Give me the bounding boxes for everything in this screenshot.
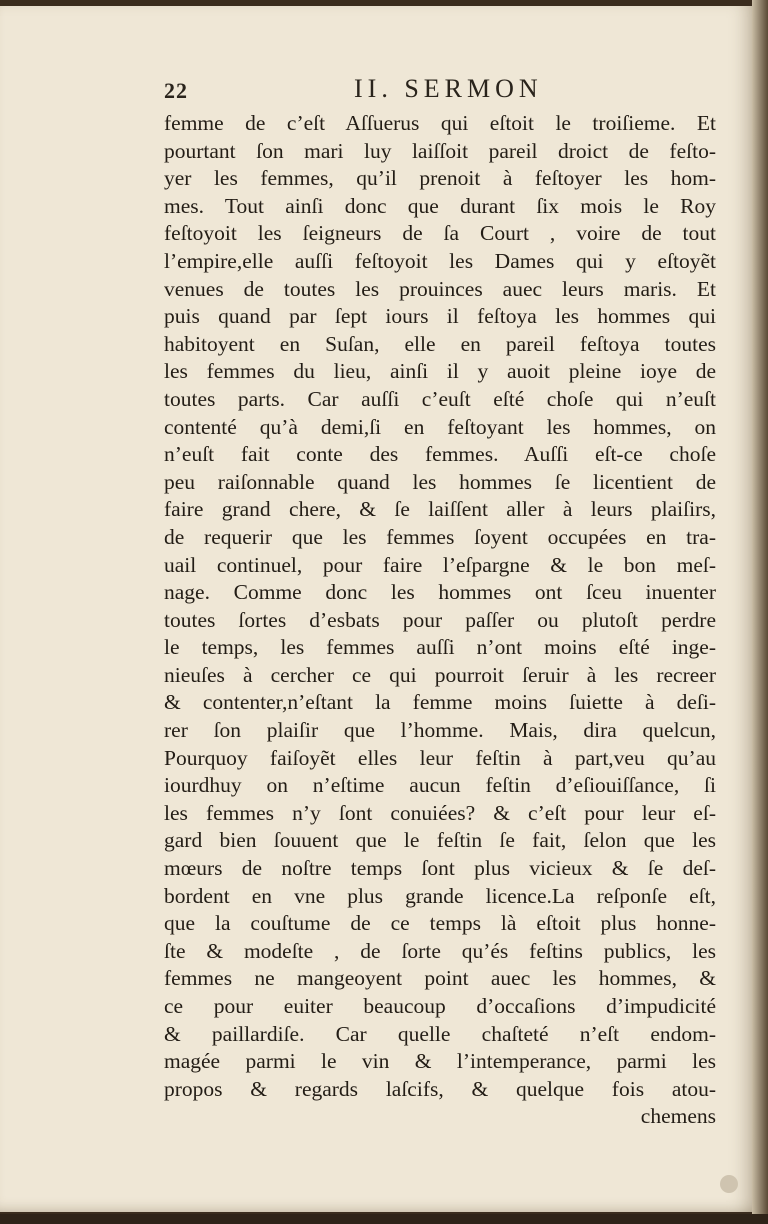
text-line: toutes parts. Car auſſi c’euſt eſté choſe qui n’euſt: [164, 386, 716, 411]
text-line: ſte & modeſte , de ſorte qu’és feſtins publics, les: [164, 938, 716, 963]
text-line: le temps, les femmes auſſi n’ont moins eſté inge-: [164, 635, 716, 660]
text-line: nieuſes à cercher ce qui pourroit ſeruir à les recreer: [164, 662, 716, 687]
text-line: nage. Comme donc les hommes ont ſceu inuenter: [164, 580, 716, 605]
text-line: iourdhuy on n’eſtime aucun feſtin d’eſiouiſſance, ſi: [164, 773, 716, 798]
text-line: puis quand par ſept iours il feſtoya les hommes qui: [164, 304, 716, 329]
text-line: femmes ne mangeoyent point auec les hommes, &: [164, 966, 716, 991]
text-line: gard bien ſouuent que le feſtin ſe fait, ſelon que les: [164, 828, 716, 853]
page-bottom-edge: [0, 1214, 768, 1224]
text-line: & paillardiſe. Car quelle chaſteté n’eſt endom-: [164, 1021, 716, 1046]
text-line: feſtoyoit les ſeigneurs de ſa Court , voire de tout: [164, 221, 716, 246]
text-line: Pourquoy faiſoyẽt elles leur feſtin à part,veu qu’au: [164, 745, 716, 770]
text-line: propos & regards laſcifs, & quelque fois atou-: [164, 1076, 716, 1101]
text-line: ce pour euiter beaucoup d’occaſions d’impudicité: [164, 994, 716, 1018]
text-line: n’euſt fait conte des femmes. Auſſi eſt-ce choſe: [164, 442, 716, 467]
text-line: pourtant ſon mari luy laiſſoit pareil droict de feſto-: [164, 138, 716, 163]
text-line: venues de toutes les prouinces auec leurs maris. Et: [164, 276, 716, 301]
text-line: que la couſtume de ce temps là eſtoit plus honne-: [164, 911, 716, 936]
catchword: chemens: [640, 1104, 716, 1129]
text-line: yer les femmes, qu’il prenoit à feſtoyer les hom-: [164, 166, 716, 191]
page-number: 22: [164, 78, 188, 103]
text-line: les femmes du lieu, ainſi il y auoit pleine ioye de: [164, 359, 716, 384]
text-line: peu raiſonnable quand les hommes ſe licentient de: [164, 469, 716, 494]
text-line: mœurs de noſtre temps ſont plus vicieux & ſe deſ-: [164, 856, 716, 881]
text-line: & contenter,n’eſtant la femme moins ſuiette à deſi-: [164, 690, 716, 715]
text-line: femme de c’eſt Aſſuerus qui eſtoit le troiſieme. Et: [164, 111, 716, 135]
running-title: II. SERMON: [354, 74, 543, 103]
text-line: uail continuel, pour faire l’eſpargne & le bon meſ-: [164, 552, 716, 577]
book-page: [0, 6, 752, 1212]
text-line: l’empire,elle auſſi feſtoyoit les Dames qui y eſtoyẽt: [164, 248, 716, 273]
text-line: mes. Tout ainſi donc que durant ſix mois le Roy: [164, 193, 716, 218]
paper-stain: [720, 1175, 738, 1193]
text-line: contenté qu’à demi,ſi en feſtoyant les hommes, on: [164, 414, 716, 439]
page-edge-shadow: [752, 0, 768, 1224]
text-line: bordent en vne plus grande licence.La reſponſe eſt,: [164, 883, 716, 908]
text-line: les femmes n’y ſont conuiées? & c’eſt pour leur eſ-: [164, 800, 716, 825]
text-line: de requerir que les femmes ſoyent occupées en tra-: [164, 524, 716, 549]
body-text: [164, 110, 716, 1131]
text-line: habitoyent en Suſan, elle en pareil feſtoya toutes: [164, 331, 716, 356]
text-line: magée parmi le vin & l’intemperance, parmi les: [164, 1049, 716, 1074]
text-line: faire grand chere, & ſe laiſſent aller à leurs plaiſirs,: [164, 497, 716, 522]
text-line: rer ſon plaiſir que l’homme. Mais, dira quelcun,: [164, 718, 716, 743]
text-line: toutes ſortes d’esbats pour paſſer ou plutoſt perdre: [164, 607, 716, 632]
page-header: [158, 72, 718, 106]
